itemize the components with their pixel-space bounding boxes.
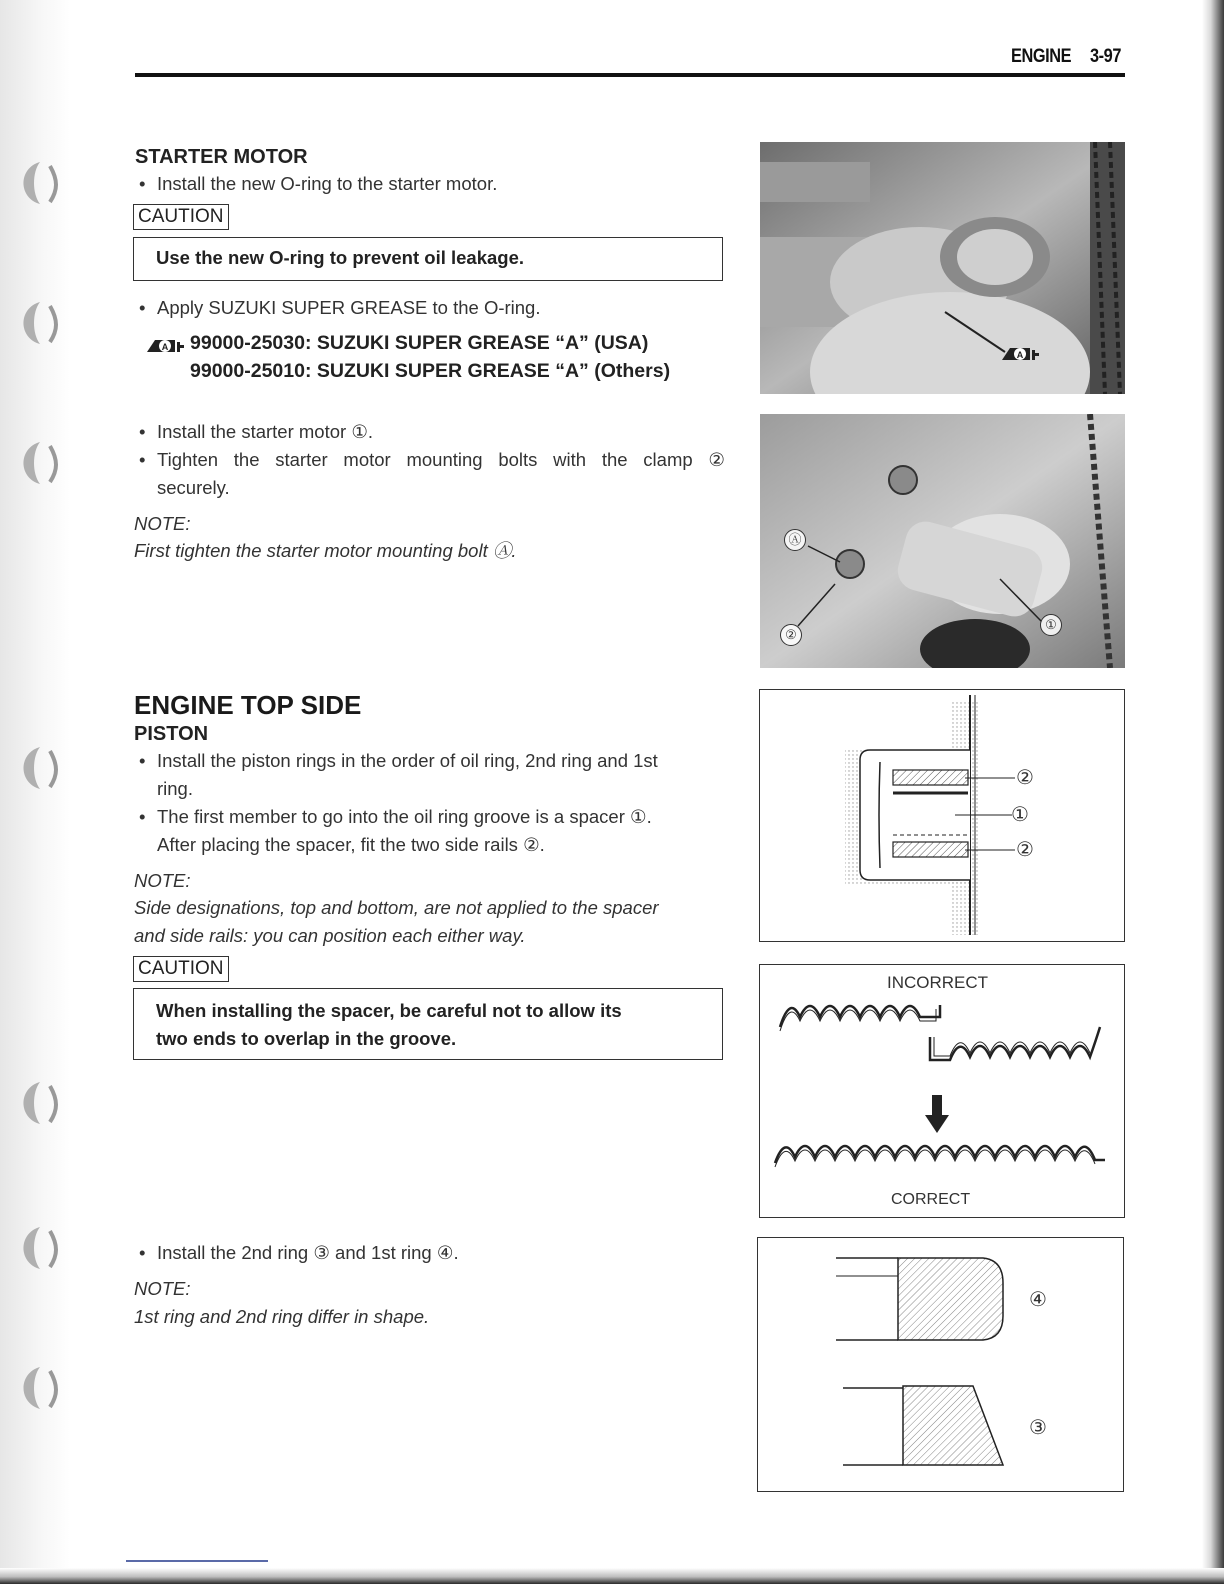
section-title-engine-top-side: ENGINE TOP SIDE <box>134 690 362 720</box>
ring-groove-diagram <box>760 690 1123 940</box>
binder-hole-icon <box>10 1225 60 1271</box>
section-title-starter-motor: STARTER MOTOR <box>135 146 308 168</box>
binder-margin <box>0 0 70 1584</box>
header-page-number: 3-97 <box>1089 46 1121 67</box>
note-text: First tighten the starter motor mounting bolt Ⓐ. <box>134 540 517 561</box>
bullet-spacer-cont: After placing the spacer, fit the two side rails ②. <box>157 834 545 855</box>
spacer-diagram <box>760 965 1123 1215</box>
bullet-tighten: • Tighten the starter motor mounting bolts with the clamp ② <box>139 449 725 470</box>
bullet-install-rings: • Install the piston rings in the order of oil ring, 2nd ring and 1st <box>139 750 658 771</box>
note-label: NOTE: <box>134 513 191 534</box>
page-edge-bottom <box>0 1568 1224 1584</box>
binder-hole-icon <box>10 300 60 346</box>
label-side-rail-top: ② <box>1016 767 1034 789</box>
caution-label: CAUTION <box>133 956 229 982</box>
bullet-install-oring: • Install the new O-ring to the starter motor. <box>139 173 498 194</box>
binder-hole-icon <box>10 160 60 206</box>
label-starter-motor: ① <box>1040 614 1062 636</box>
binder-hole-icon <box>10 745 60 791</box>
label-incorrect: INCORRECT <box>887 973 989 992</box>
label-correct: CORRECT <box>891 1191 971 1208</box>
caution-box <box>133 237 723 281</box>
bullet-text: Install the 2nd ring ③ and 1st ring ④. <box>157 1242 459 1263</box>
note-label: NOTE: <box>134 1278 191 1299</box>
down-arrow-icon <box>925 1095 949 1133</box>
svg-text:A: A <box>1016 350 1024 360</box>
bullet-text: The first member to go into the oil ring groove is a spacer ①. <box>157 806 652 827</box>
binder-hole-icon <box>10 1365 60 1411</box>
bullet-text: Install the new O-ring to the starter motor. <box>157 173 498 194</box>
photo-starter-mounting <box>760 414 1125 668</box>
caution-text: two ends to overlap in the groove. <box>156 1028 457 1049</box>
label-1st-ring: ④ <box>1029 1289 1047 1311</box>
label-side-rail-bottom: ② <box>1016 839 1034 861</box>
binder-hole-icon <box>10 440 60 486</box>
bullet-text: Tighten the starter motor mounting bolts with the clamp ② <box>157 449 725 470</box>
figure-oil-ring-groove <box>759 689 1125 942</box>
header-section: ENGINE <box>1011 46 1072 67</box>
bullet-text: Install the starter motor ①. <box>157 421 374 442</box>
note-text: and side rails: you can position each either way. <box>134 925 526 946</box>
svg-text:A: A <box>161 342 169 352</box>
grease-a-icon <box>145 334 185 356</box>
caution-label: CAUTION <box>133 204 229 230</box>
subsection-title-piston: PISTON <box>134 723 209 745</box>
photo-illustration <box>760 414 1125 668</box>
photo-starter-oring <box>760 142 1125 394</box>
label-clamp: ② <box>780 624 802 646</box>
caution-text: When installing the spacer, be careful not to allow its <box>156 1000 622 1021</box>
figure-spacer-overlap <box>759 964 1125 1218</box>
photo-illustration <box>760 142 1125 394</box>
bullet-text: Apply SUZUKI SUPER GREASE to the O-ring. <box>157 297 541 318</box>
bullet-install-starter: • Install the starter motor ①. <box>139 421 374 442</box>
bullet-install-2nd-1st: • Install the 2nd ring ③ and 1st ring ④. <box>139 1242 459 1263</box>
note-text: Side designations, top and bottom, are not applied to the spacer <box>134 897 659 918</box>
note-text: 1st ring and 2nd ring differ in shape. <box>134 1306 430 1327</box>
bullet-install-rings-cont: ring. <box>157 778 193 799</box>
label-bolt-a: Ⓐ <box>784 529 806 551</box>
page-header <box>1011 46 1140 68</box>
page-edge-right <box>1202 0 1224 1584</box>
bullet-apply-grease: • Apply SUZUKI SUPER GREASE to the O-ring. <box>139 297 541 318</box>
ring-shape-diagram <box>758 1238 1122 1490</box>
bullet-tighten-cont: securely. <box>157 477 230 498</box>
label-spacer: ① <box>1011 804 1029 826</box>
figure-ring-shapes <box>757 1237 1124 1492</box>
label-2nd-ring: ③ <box>1029 1417 1047 1439</box>
page-mark <box>126 1560 268 1562</box>
grease-spec-others: 99000-25010: SUZUKI SUPER GREASE “A” (Others) <box>190 360 671 382</box>
bullet-spacer: • The first member to go into the oil ring groove is a spacer ①. <box>139 806 652 827</box>
binder-hole-icon <box>10 1080 60 1126</box>
bullet-text: Install the piston rings in the order of oil ring, 2nd ring and 1st <box>157 750 658 771</box>
grease-a-icon <box>1000 342 1040 364</box>
caution-box <box>133 988 723 1060</box>
caution-text: Use the new O-ring to prevent oil leakage. <box>156 247 525 268</box>
grease-spec-usa: 99000-25030: SUZUKI SUPER GREASE “A” (USA) <box>190 332 649 354</box>
header-rule <box>135 73 1125 77</box>
note-label: NOTE: <box>134 870 191 891</box>
